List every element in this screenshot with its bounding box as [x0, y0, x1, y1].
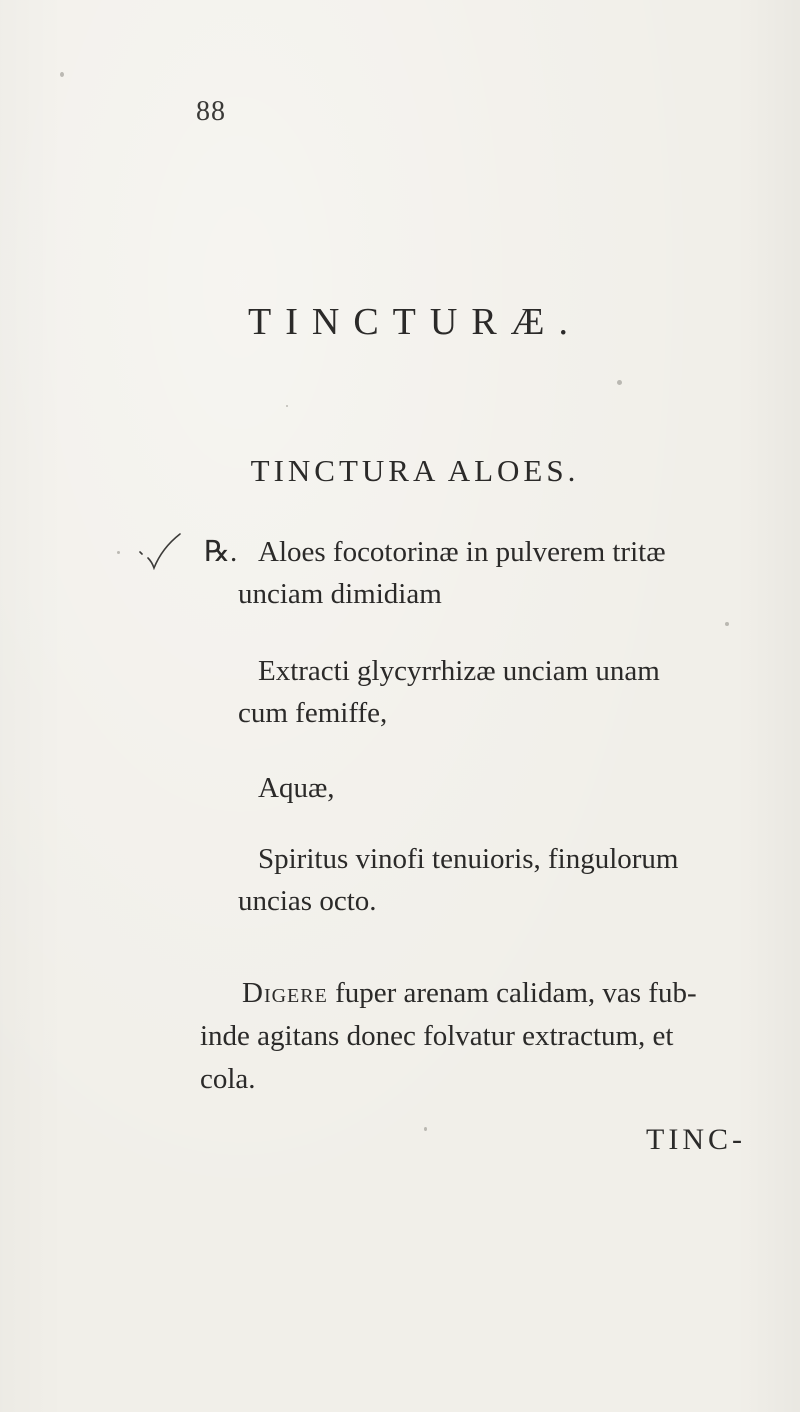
- ingredient-line: Extracti glycyrrhizæ unciam unam: [258, 655, 660, 687]
- ingredient-line: Spiritus vinofi tenuioris, fingulorum: [258, 843, 679, 875]
- page-number: 88: [196, 96, 226, 127]
- instruction-line: inde agitans donec folvatur extractum, et: [200, 1020, 674, 1052]
- paper-speck: [617, 380, 622, 385]
- ingredient-aloes: [238, 531, 758, 615]
- paper-speck: [117, 551, 120, 554]
- instruction-line: [200, 972, 762, 1015]
- ingredient-line: [258, 531, 758, 573]
- instruction-line: cola.: [200, 1063, 256, 1095]
- ingredient-spiritus: [238, 838, 758, 922]
- paper-speck: [424, 1127, 427, 1131]
- recipe-symbol: ℞.: [204, 536, 238, 568]
- recipe-title: TINCTURA ALOES.: [250, 453, 580, 488]
- instruction-lead-word: Digere: [242, 977, 328, 1009]
- handwritten-check-mark-icon: [138, 530, 182, 570]
- ingredient-glycyrrhiza: [238, 650, 758, 734]
- paper-speck: [286, 405, 288, 407]
- ingredient-line: cum femiffe,: [238, 697, 388, 729]
- instruction-text: fuper arenam calidam, vas fub-: [327, 977, 697, 1009]
- catchword: TINC-: [646, 1123, 746, 1156]
- paper-speck: [725, 622, 729, 626]
- ingredient-text: Aloes focotorinæ in pulverem tritæ: [258, 536, 666, 568]
- ingredient-line: Aquæ,: [258, 772, 335, 804]
- paper-speck: [60, 72, 64, 77]
- section-title: TINCTURÆ.: [248, 301, 582, 343]
- preparation-instruction: [200, 972, 762, 1101]
- ingredient-line: uncias octo.: [238, 885, 377, 917]
- ingredient-line: unciam dimidiam: [238, 578, 442, 610]
- ingredient-aqua: [258, 767, 758, 809]
